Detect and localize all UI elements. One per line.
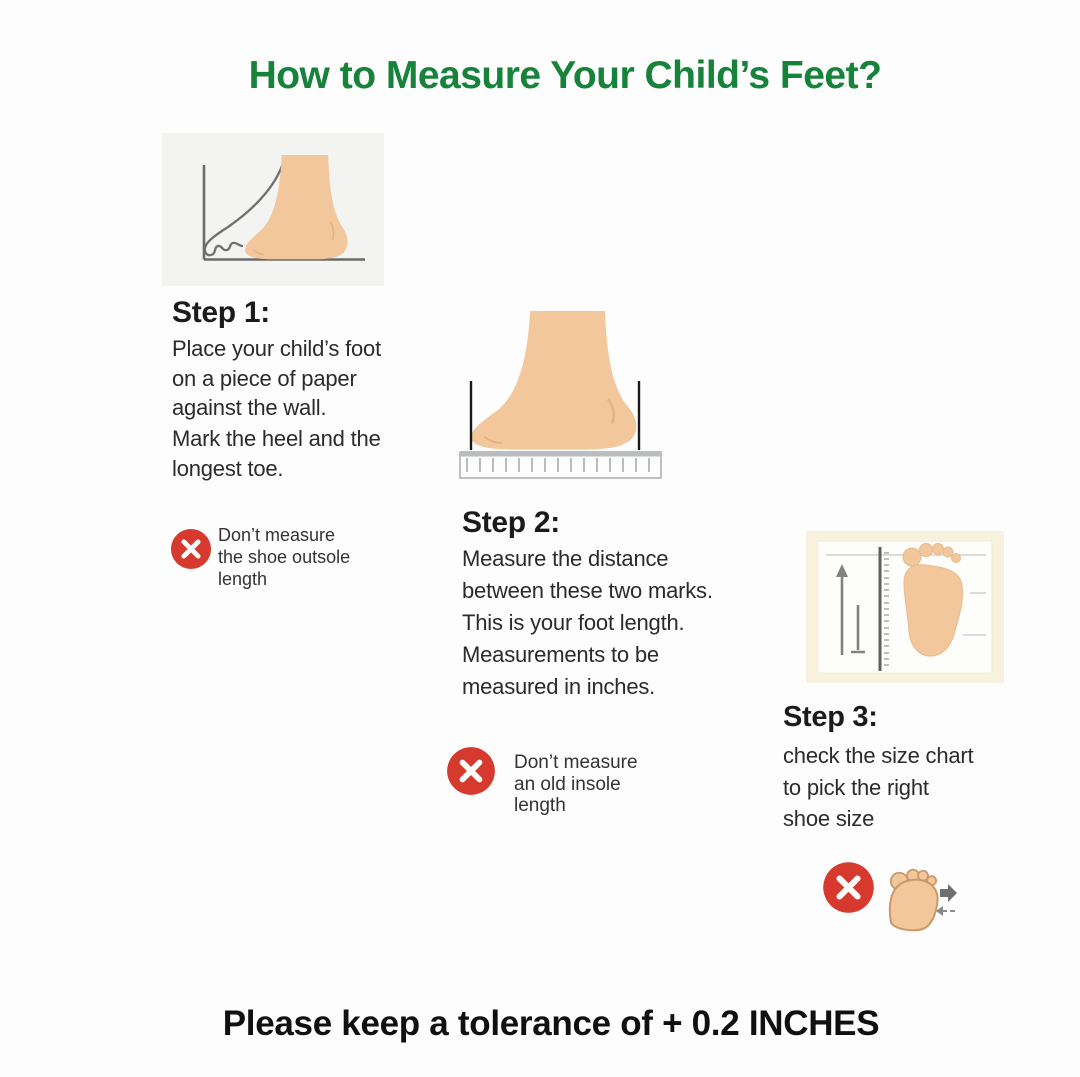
step1-paragraph-2	[172, 424, 381, 484]
x-circle-icon	[822, 861, 875, 914]
step3-paragraph	[783, 740, 973, 835]
text-line: Place your child’s foot	[172, 336, 381, 361]
step1-warning-text	[218, 524, 350, 590]
step2-warning-text	[514, 752, 638, 817]
foot-on-ruler-icon	[455, 303, 668, 483]
page-title: How to Measure Your Child’s Feet?	[248, 54, 882, 98]
text-line: Don’t measure	[218, 525, 336, 545]
ruler	[460, 452, 661, 478]
step1-illustration-panel	[162, 133, 384, 286]
text-line: length	[218, 569, 268, 589]
text-line: shoe size	[783, 806, 875, 831]
step3-heading: Step 3:	[783, 701, 878, 733]
step1-heading: Step 1:	[172, 296, 270, 329]
foot-top-shape	[886, 867, 941, 932]
footprint-chart-icon	[806, 531, 1004, 683]
foot-against-wall-icon	[162, 133, 384, 286]
text-line: to pick the right	[783, 774, 929, 800]
foot-side-shape	[245, 155, 347, 259]
text-line: measured in inches.	[462, 674, 656, 699]
step1-paragraph-1	[172, 334, 381, 423]
step2-heading: Step 2:	[462, 506, 560, 539]
step2-paragraph	[462, 543, 713, 703]
text-line: between these two marks.	[462, 578, 713, 603]
text-line: the shoe outsole	[218, 547, 351, 567]
text-line: This is your foot length.	[462, 610, 685, 635]
text-line: Measurements to be	[462, 642, 659, 667]
foot-with-arrows-icon	[880, 855, 960, 935]
text-line: length	[514, 795, 566, 816]
x-circle-icon	[170, 528, 212, 570]
no-extra-space-arrows	[936, 884, 957, 916]
text-line: longest toe.	[172, 456, 284, 481]
text-line: against the wall.	[172, 395, 327, 420]
text-line: Measure the distance	[462, 546, 669, 571]
text-line: Mark the heel and the	[172, 426, 381, 451]
text-line: check the size chart	[783, 743, 974, 768]
x-circle-icon	[446, 746, 496, 796]
text-line: on a piece of paper	[172, 365, 357, 391]
foot-side-shape	[471, 311, 636, 450]
tolerance-note: Please keep a tolerance of + 0.2 INCHES	[222, 1004, 880, 1043]
vertical-ruler	[880, 547, 889, 671]
text-line: an old insole	[514, 773, 621, 795]
text-line: Don’t measure	[514, 752, 638, 773]
